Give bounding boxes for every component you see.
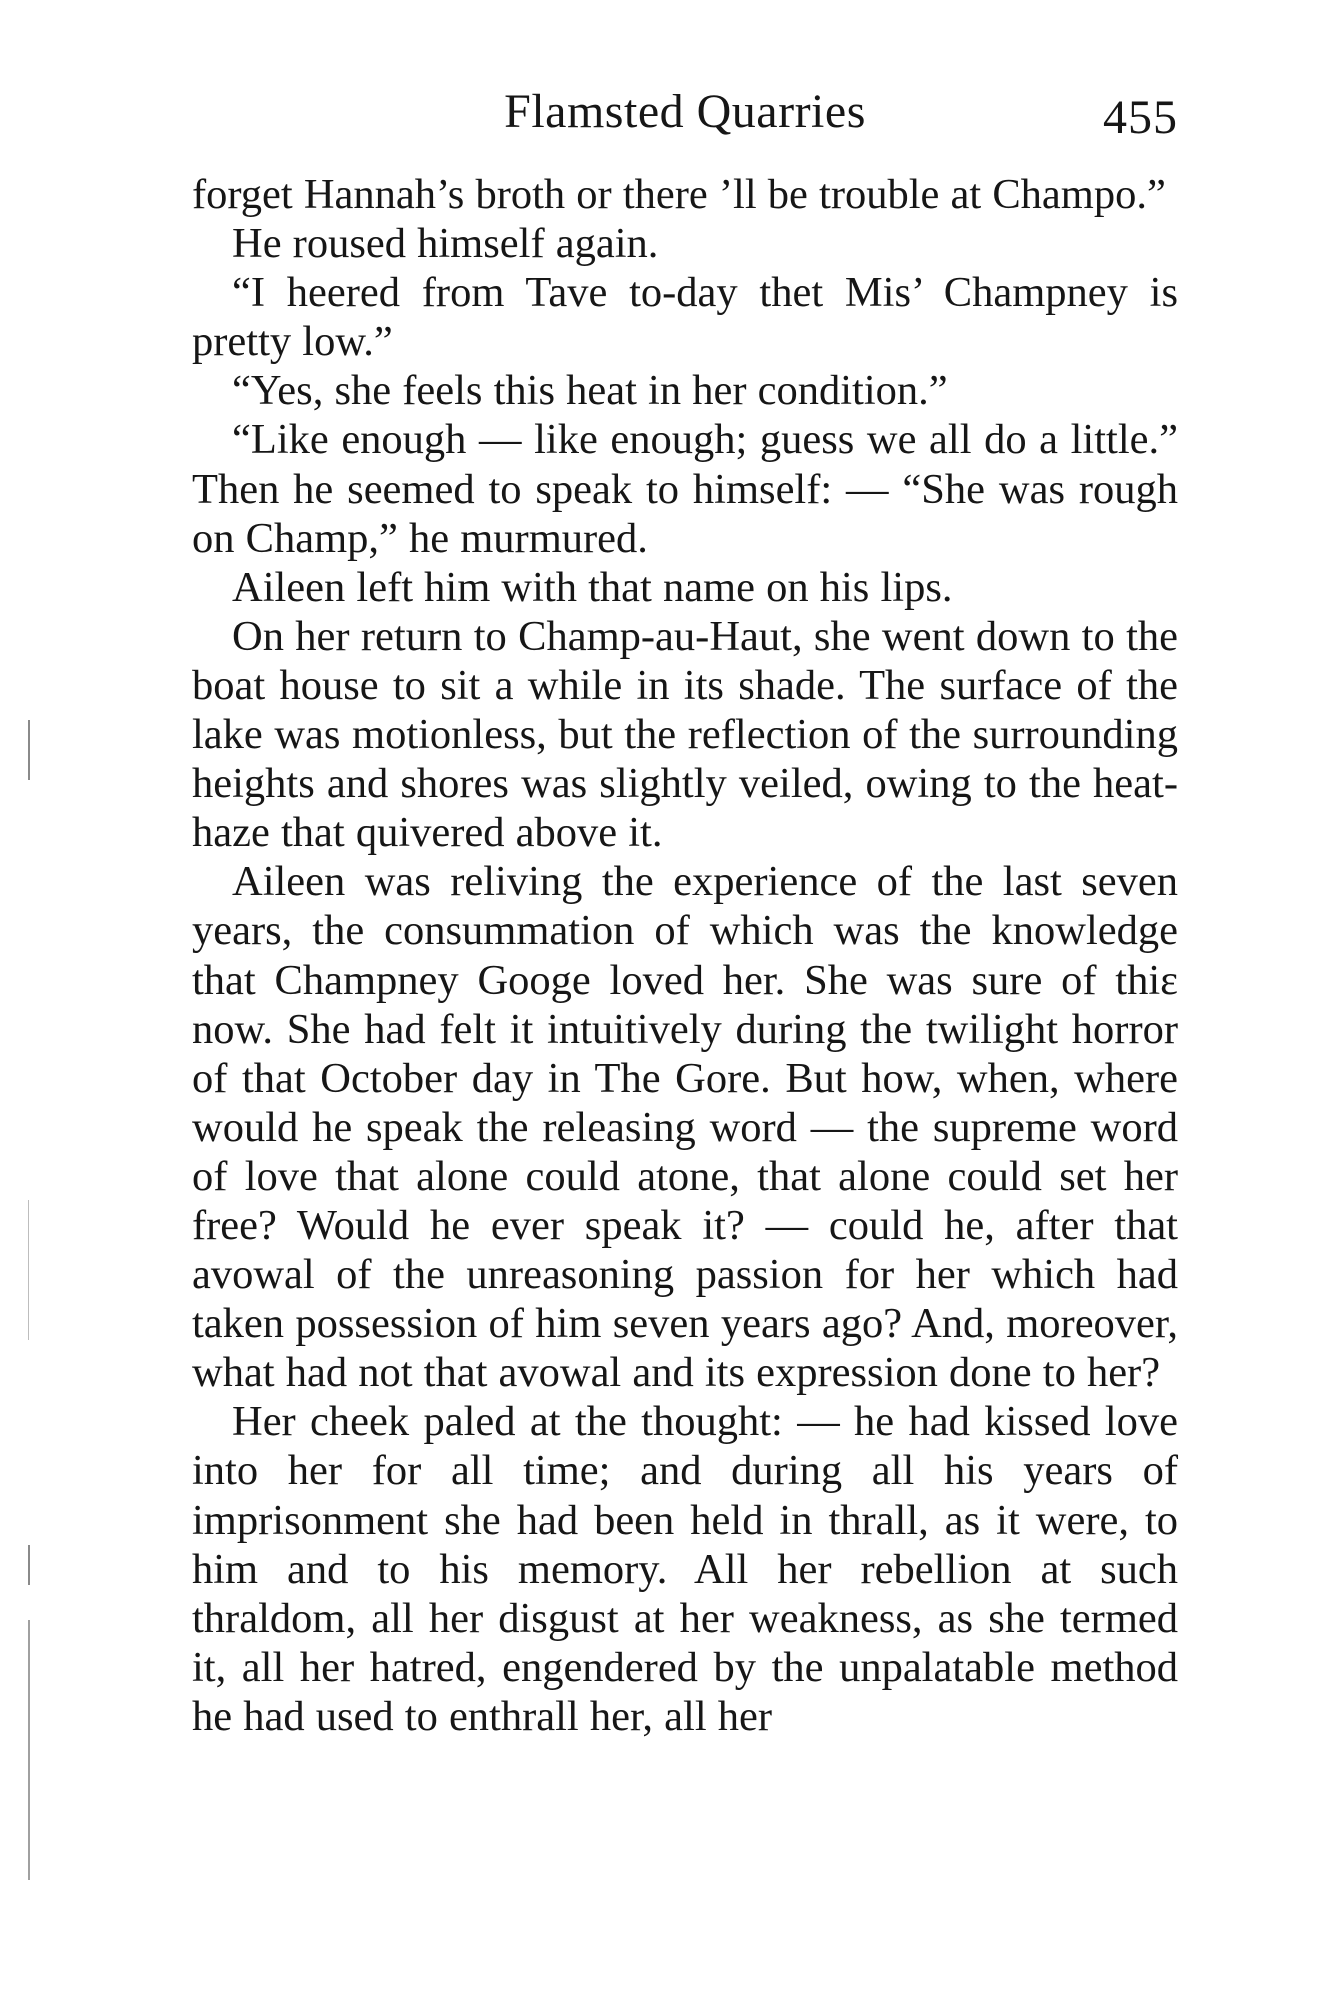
paragraph-1: forget Hannah’s broth or there ’ll be trouble at Champo.” xyxy=(192,171,1166,218)
scan-margin-mark xyxy=(28,1545,30,1585)
running-title: Flamsted Quarries xyxy=(504,85,866,138)
body-text xyxy=(192,170,1178,1741)
scan-margin-mark xyxy=(28,720,30,780)
paragraph-7: On her return to Champ-au-Haut, she went down to the boat house to sit a while in its shade. The surface of the lake was motionless, but the reflection of the surrounding heights and shores was slightly veiled, owing to the heat-haze that quivered above it. xyxy=(192,612,1178,857)
scan-margin-mark xyxy=(28,1620,30,1880)
paragraph-2: He roused himself again. xyxy=(232,220,659,268)
paragraph-9: Her cheek paled at the thought: — he had kissed love into her for all time; and during all his years of imprisonment she had been held in thrall, as it were, to him and to his memory. All her rebellion at such thraldom, all her disgust at her weakness, as she termed it, all her hatred, engendered by the unpalatable method he had used to enthrall her, all her xyxy=(192,1398,1178,1740)
page-number: 455 xyxy=(1103,91,1178,144)
paragraph-5: “Like enough — like enough; guess we all do a little.” Then he seemed to speak to himself: — “She was rough on Champ,” he murmured. xyxy=(192,416,1178,562)
paragraph-8: Aileen was reliving the experience of the last seven years, the consummation of which was the knowledge that Champney Googe loved her. She was sure of thiɛ now. She had felt it intuitively during the twilight horror of that October day in The Gore. But how, when, where would he speak the releasing word — the supreme word of love that alone could atone, that alone could set her free? Would he ever speak it? — could he, after that avowal of the unreasoning passion for her which had taken possession of him seven years ago? And, moreover, what had not that avowal and its expression done to her? xyxy=(192,858,1178,1397)
paragraph-6: Aileen left him with that name on his lips. xyxy=(232,563,953,611)
running-head xyxy=(190,82,1180,152)
scan-margin-mark xyxy=(28,1200,29,1340)
paragraph-3: “I heered from Tave to-day thet Mis’ Champney is pretty low.” xyxy=(192,269,1178,366)
paragraph-4: “Yes, she feels this heat in her condition.” xyxy=(232,367,948,415)
